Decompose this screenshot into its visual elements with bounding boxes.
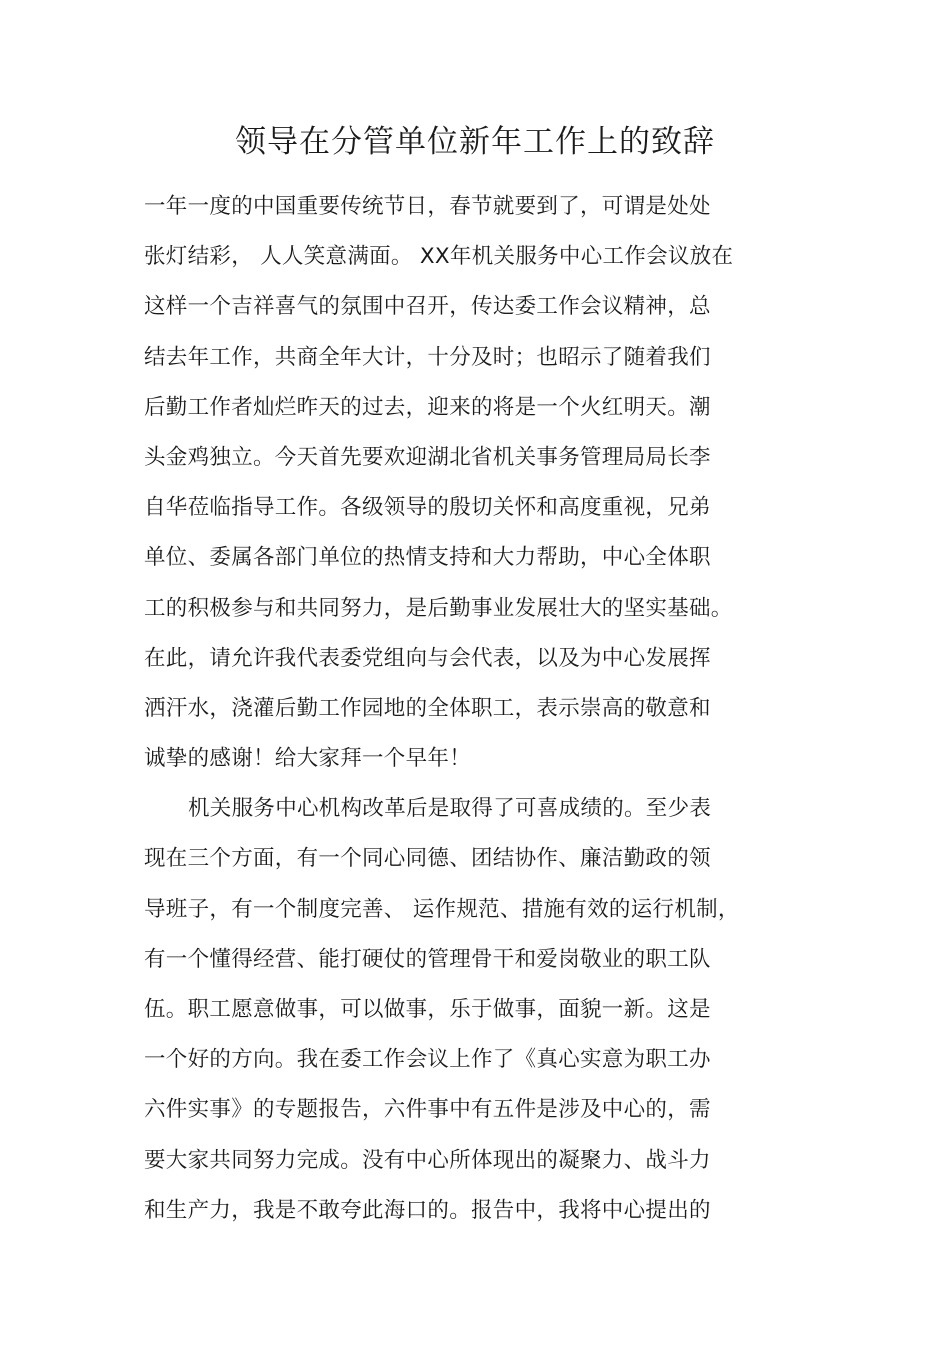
text-line: 头金鸡独立。今天首先要欢迎湖北省机关事务管理局局长李 bbox=[144, 444, 711, 470]
text-line: 结去年工作，共商全年大计，十分及时；也昭示了随着我们 bbox=[144, 344, 711, 370]
document-body bbox=[144, 182, 784, 1236]
text-line: 后勤工作者灿烂昨天的过去，迎来的将是一个火红明天。潮 bbox=[144, 394, 711, 420]
text-line: 六件实事》的专题报告，六件事中有五件是涉及中心的，需 bbox=[144, 1097, 711, 1123]
text-line: 伍。职工愿意做事，可以做事，乐于做事，面貌一新。这是 bbox=[144, 997, 711, 1022]
text-line: 现在三个方面，有一个同心同德、团结协作、廉洁勤政的领 bbox=[144, 846, 711, 872]
text-line: 有一个懂得经营、能打硬仗的管理骨干和爱岗敬业的职工队 bbox=[144, 946, 711, 972]
text-line: 洒汗水，浇灌后勤工作园地的全体职工，表示崇高的敬意和 bbox=[144, 695, 711, 721]
text-line: 张灯结彩， 人人笑意满面。 XX年机关服务中心工作会议放在 bbox=[144, 244, 734, 270]
text-line: 要大家共同努力完成。没有中心所体现出的凝聚力、战斗力 bbox=[144, 1147, 711, 1173]
text-line: 和生产力，我是不敢夸此海口的。报告中，我将中心提出的 bbox=[144, 1197, 711, 1223]
text-line: 自华莅临指导工作。各级领导的殷切关怀和高度重视，兄弟 bbox=[144, 495, 711, 521]
text-line: 一年一度的中国重要传统节日，春节就要到了，可谓是处处 bbox=[144, 194, 711, 219]
text-line: 诚挚的感谢！给大家拜一个早年！ bbox=[144, 746, 472, 772]
text-line: 导班子，有一个制度完善、 运作规范、措施有效的运行机制， bbox=[144, 896, 740, 922]
text-line: 单位、委属各部门单位的热情支持和大力帮助，中心全体职 bbox=[144, 545, 711, 571]
document-title: 领导在分管单位新年工作上的致辞 bbox=[235, 124, 715, 160]
text-line: 在此，请允许我代表委党组向与会代表，以及为中心发展挥 bbox=[144, 645, 711, 671]
text-line: 机关服务中心机构改革后是取得了可喜成绩的。至少表 bbox=[188, 796, 712, 822]
text-line: 工的积极参与和共同努力，是后勤事业发展壮大的坚实基础。 bbox=[144, 595, 733, 621]
text-line: 这样一个吉祥喜气的氛围中召开，传达委工作会议精神，总 bbox=[144, 294, 711, 320]
text-line: 一个好的方向。我在委工作会议上作了《真心实意为职工办 bbox=[144, 1047, 711, 1073]
